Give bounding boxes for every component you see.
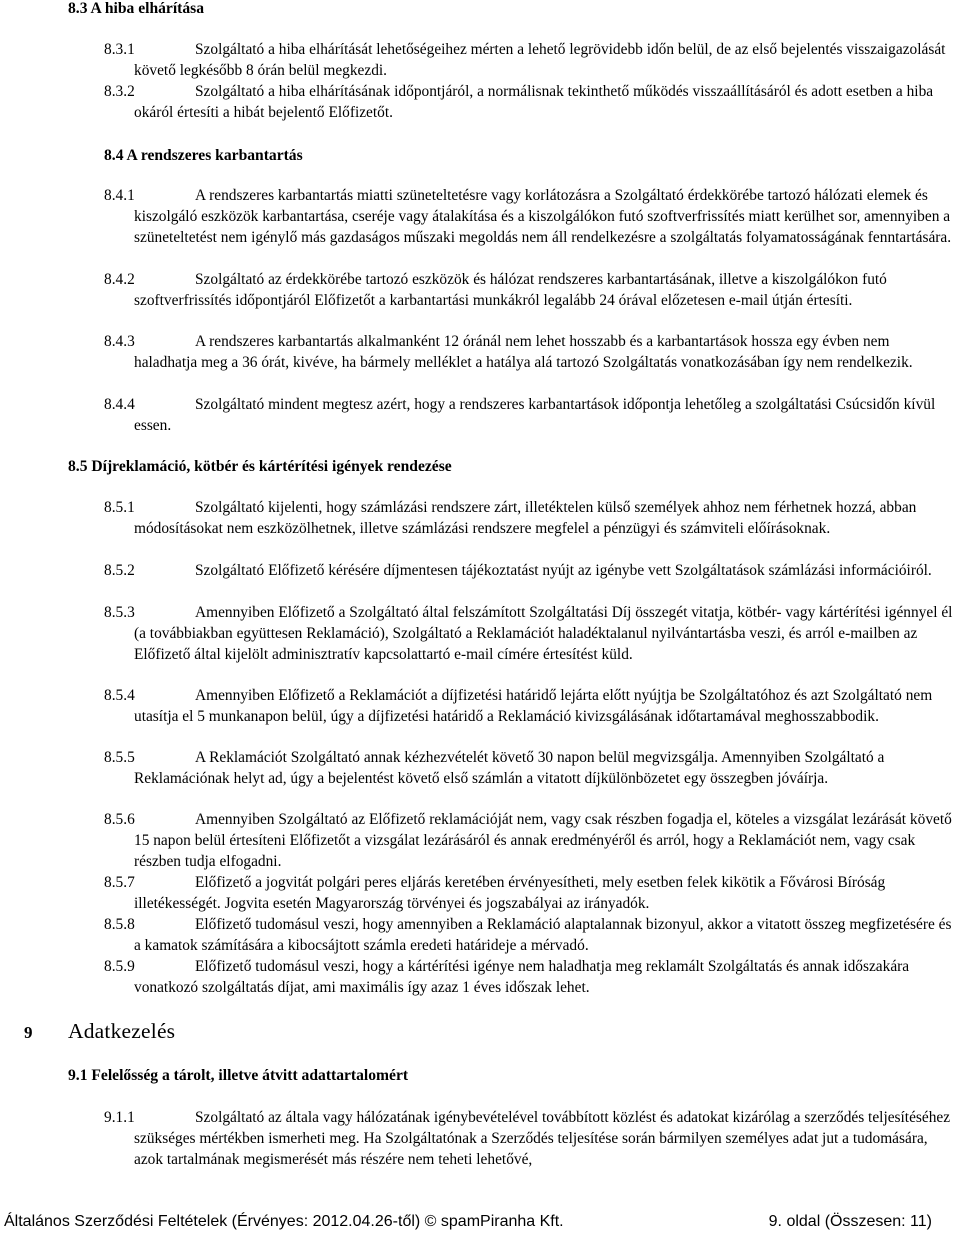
- clause-text: Előfizető a jogvitát polgári peres eljárás keretében érvényesítheti, mely esetben felek kikötik a Fővárosi Bíróság illetékességét. Jogvita esetén Magyarország törvényei és jogszabályai az irányadók.: [134, 874, 886, 912]
- clause-number: 8.5.6: [104, 811, 135, 828]
- clause-text: Előfizető tudomásul veszi, hogy a kártérítési igénye nem haladhatja meg reklamált Szolgáltatás és annak időszakára vonatkozó szolgáltatás díjat, ami maximális így azaz 1 éves időszak lehet.: [134, 958, 910, 996]
- clause-number: 8.5.7: [104, 874, 135, 891]
- section-heading-9-1: 9.1 Felelősség a tárolt, illetve átvitt adattartalomért: [68, 1067, 409, 1084]
- chapter-number: 9: [24, 1023, 33, 1042]
- clause-8-4-3: [104, 332, 956, 374]
- clause-text: Szolgáltató mindent megtesz azért, hogy a rendszeres karbantartások időpontja lehetőleg a szolgáltatási Csúcsidőn kívül essen.: [134, 396, 936, 434]
- clause-8-5-8: [104, 915, 956, 957]
- clause-text: A Reklamációt Szolgáltató annak kézhezvételét követő 30 napon belül megvizsgálja. Amennyiben Szolgáltató a Reklamációnak helyt ad, úgy a bejelentést követő első számlán a vitatott díjkülönbözetet egy összegben jóváírja.: [134, 749, 885, 787]
- clause-8-5-1: [104, 498, 956, 540]
- clause-8-5-2: [104, 561, 956, 582]
- clause-number: 8.5.1: [104, 499, 135, 516]
- clause-number: 8.3.2: [104, 83, 135, 100]
- clause-8-5-5: [104, 748, 956, 790]
- clause-number: 8.4.1: [104, 187, 135, 204]
- clause-number: 8.5.4: [104, 687, 135, 704]
- clause-text: Amennyiben Előfizető a Reklamációt a díjfizetési határidő lejárta előtt nyújtja be Szolgáltatóhoz és azt Szolgáltató nem utasítja el 5 munkanapon belül, úgy a díjfizetési határidő a Reklamáció kivizsgálásának időtartamával meghosszabbodik.: [134, 687, 933, 725]
- clause-number: 8.5.9: [104, 958, 135, 975]
- section-heading-8-3: 8.3 A hiba elhárítása: [68, 0, 205, 17]
- clause-text: Szolgáltató a hiba elhárítását lehetőségeihez mérten a lehető legrövidebb időn belül, de az első bejelentés visszaigazolását követő legkésőbb 8 órán belül megkezdi.: [134, 41, 946, 79]
- clause-8-5-7: [104, 873, 956, 915]
- clause-number: 8.4.4: [104, 396, 135, 413]
- clause-8-5-4: [104, 686, 956, 728]
- clause-8-4-2: [104, 270, 956, 312]
- clause-8-4-4: [104, 395, 956, 437]
- clause-number: 8.5.3: [104, 604, 135, 621]
- clause-8-3-2: [104, 82, 956, 124]
- section-heading-8-5: 8.5 Díjreklamáció, kötbér és kártérítési igények rendezése: [68, 458, 452, 475]
- clause-text: Előfizető tudomásul veszi, hogy amennyiben a Reklamáció alaptalannak bizonyul, akkor a vitatott összeg megfizetésére és a kamatok számítására a kibocsájtott számla eredeti határideje a mérvadó.: [134, 916, 952, 954]
- clause-number: 8.5.8: [104, 916, 135, 933]
- clause-8-3-1: [104, 40, 956, 82]
- clause-text: A rendszeres karbantartás miatti szüneteltetésre vagy korlátozásra a Szolgáltató érdekkörébe tartozó hálózati elemek és kiszolgáló eszközök karbantartása, cseréje vagy átalakítása és a kiszolgálókon futó szoftverfrissítés miatt kerülhet sor, amennyiben a szüneteltetést nem igénylő más gazdaságos műszaki megoldás nem áll rendelkezésre a szolgáltatás folyamatosságának fenntartására.: [134, 187, 952, 246]
- clause-number: 8.5.2: [104, 562, 135, 579]
- clause-text: Szolgáltató kijelenti, hogy számlázási rendszere zárt, illetéktelen külső személyek ahhoz nem férhetnek hozzá, abban módosításokat nem eszközölhetnek, illetve számlázási rendszere megfelel a pénzügyi és számviteli előírásoknak.: [134, 499, 917, 537]
- clause-8-4-1: [104, 186, 956, 249]
- clause-number: 8.4.3: [104, 333, 135, 350]
- clause-8-5-3: [104, 603, 956, 666]
- clause-number: 9.1.1: [104, 1109, 135, 1126]
- chapter-title: Adatkezelés: [68, 1019, 176, 1043]
- clause-8-5-9: [104, 957, 956, 999]
- clause-text: Szolgáltató Előfizető kérésére díjmentesen tájékoztatást nyújt az igénybe vett Szolgáltatások számlázási információiról.: [195, 562, 932, 579]
- clause-text: Szolgáltató az általa vagy hálózatának igénybevételével továbbított közlést és adatokat kizárólag a szerződés teljesítéséhez szükséges mértékben ismerheti meg. Ha Szolgáltatónak a Szerződés teljesítése során bármilyen személyes adat jut a tudomására, azok tartalmának megismerését más részére nem teheti lehetővé,: [134, 1109, 951, 1168]
- section-heading-8-4: 8.4 A rendszeres karbantartás: [104, 147, 303, 164]
- clause-number: 8.4.2: [104, 271, 135, 288]
- clause-8-5-6: [104, 810, 960, 873]
- footer-page-number: 9. oldal (Összesen: 11): [768, 1213, 932, 1230]
- clause-text: A rendszeres karbantartás alkalmanként 12 óránál nem lehet hosszabb és a karbantartások hossza egy évben nem haladhatja meg a 36 órát, kivéve, ha bármely melléklet a hatálya alá tartozó Szolgáltatás vonatkozásában így nem rendelkezik.: [134, 333, 913, 371]
- clause-text: Amennyiben Előfizető a Szolgáltató által felszámított Szolgáltatási Díj összegét vitatja, kötbér- vagy kártérítési igénnyel él (a továbbiakban együttesen Reklamáció), Szolgáltató a Reklamációt haladéktalanul nyilvántartásba veszi, és arról e-mailben az Előfizető által kijelölt adminisztratív kapcsolattartó e-mail címére értesítést küld.: [134, 604, 953, 663]
- clause-text: Szolgáltató a hiba elhárításának időpontjáról, a normálisnak tekinthető működés visszaállításáról és adott esetben a hiba okáról értesíti a hibát bejelentő Előfizetőt.: [134, 83, 934, 121]
- clause-number: 8.3.1: [104, 41, 135, 58]
- clause-text: Amennyiben Szolgáltató az Előfizető reklamációját nem, vagy csak részben fogadja el, köteles a vizsgálat lezárását követő 15 napon belül értesíteni Előfizetőt a vizsgálat lezárásáról és annak eredményéről és arról, hogy a Reklamációt nem, vagy csak részben tudja elfogadni.: [134, 811, 952, 870]
- footer-document-info: Általános Szerződési Feltételek (Érvényes: 2012.04.26-től) © spamPiranha Kft.: [4, 1213, 564, 1230]
- clause-text: Szolgáltató az érdekkörébe tartozó eszközök és hálózat rendszeres karbantartásának, illetve a kiszolgálókon futó szoftverfrissítés időpontjáról Előfizetőt a karbantartási munkákról legalább 24 órával előzetesen e-mail útján értesíti.: [134, 271, 887, 309]
- clause-9-1-1: [104, 1108, 956, 1171]
- clause-number: 8.5.5: [104, 749, 135, 766]
